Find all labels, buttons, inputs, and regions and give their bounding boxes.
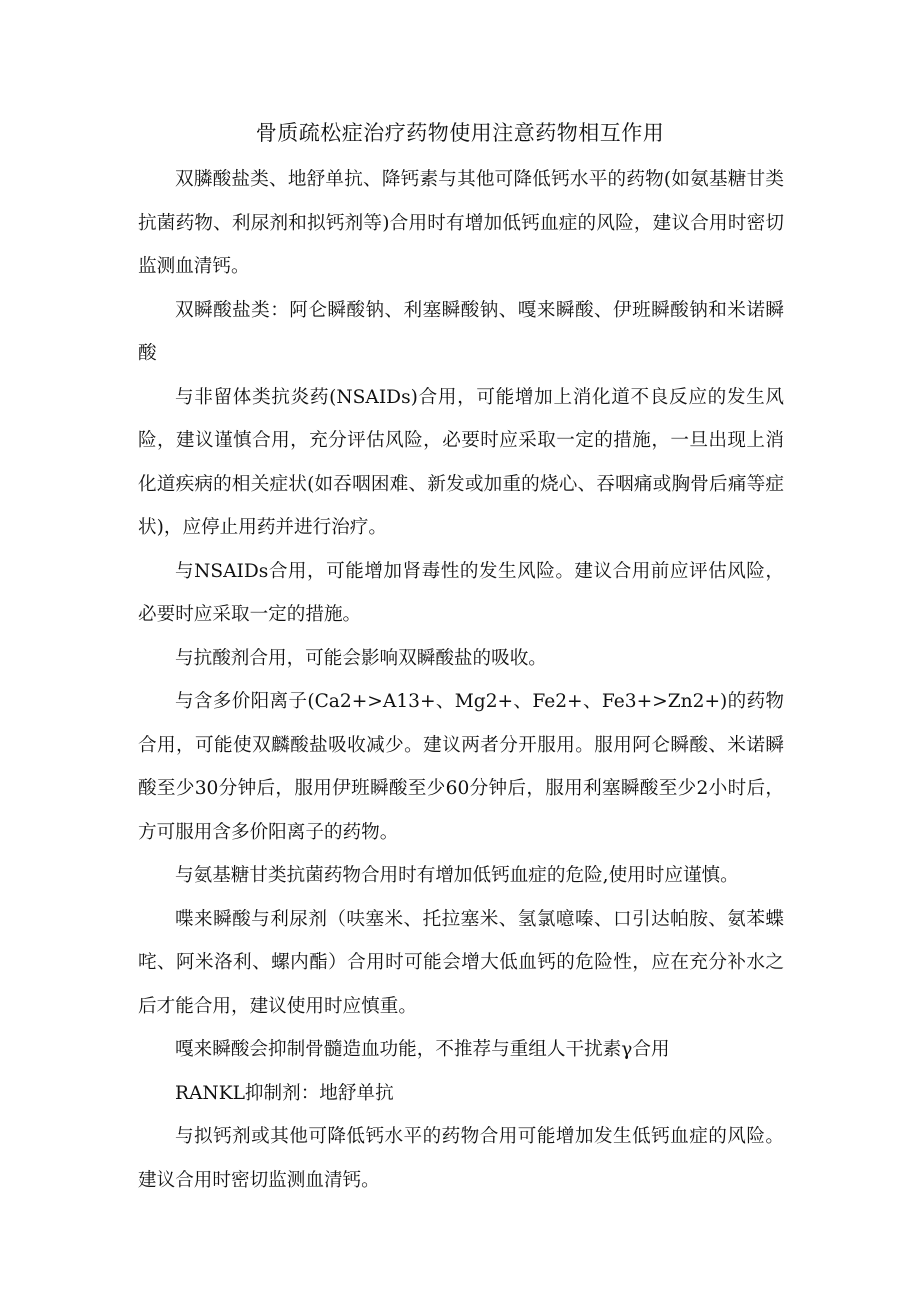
paragraph-aminoglycosides: 与氨基糖甘类抗菌药物合用时有增加低钙血症的危险,使用时应谨慎。	[175, 865, 739, 886]
document-body	[138, 158, 784, 1202]
paragraph-zoledronic-diuretics: 喋来瞬酸与利尿剂（呋塞米、托拉塞米、氢氯噫嗪、口引达帕胺、氨苯蝶咤、阿米洛利、螺内酯）合用时可能会增大低血钙的危险性，应在充分补水之后才能合用，建议使用时应慎重。	[138, 908, 784, 1017]
paragraph-nsaids-gi-risk: 与非留体类抗炎药(NSAIDs)合用，可能增加上消化道不良反应的发生风险，建议谨慎合用，充分评估风险，必要时应采取一定的措施，一旦出现上消化道疾病的相关症状(如吞咽困难、新发或加重的烧心、吞咽痛或胸骨后痛等症状)，应停止用药并进行治疗。	[138, 386, 784, 538]
paragraph-interferon-gamma: 嘎来瞬酸会抑制骨髓造血功能，不推荐与重组人干扰素γ合用	[175, 1039, 670, 1060]
paragraph-bisphosphonate-list: 双瞬酸盐类：阿仑瞬酸钠、利塞瞬酸钠、嘎来瞬酸、伊班瞬酸钠和米诺瞬酸	[138, 299, 784, 364]
paragraph-rankl-inhibitor: RANKL抑制剂：地舒单抗	[175, 1082, 394, 1104]
document-title: 骨质疏松症治疗药物使用注意药物相互作用	[255, 121, 665, 145]
paragraph-nsaids-renal-risk: 与NSAIDs合用，可能增加肾毒性的发生风险。建议合用前应评估风险，必要时应采取一定的措施。	[138, 560, 784, 625]
paragraph-hypocalcemia-risk: 双膦酸盐类、地舒单抗、降钙素与其他可降低钙水平的药物(如氨基糖甘类抗菌药物、利尿剂和拟钙剂等)合用时有增加低钙血症的风险，建议合用时密切监测血清钙。	[138, 169, 784, 277]
paragraph-antacids: 与抗酸剂合用，可能会影响双瞬酸盐的吸收。	[175, 647, 547, 669]
paragraph-calcimimetics: 与拟钙剂或其他可降低钙水平的药物合用可能增加发生低钙血症的风险。建议合用时密切监测血清钙。	[138, 1126, 784, 1191]
paragraph-polyvalent-cations: 与含多价阳离子(Ca2+>A13+、Mg2+、Fe2+、Fe3+>Zn2+)的药物合用，可能使双麟酸盐吸收减少。建议两者分开服用。服用阿仑瞬酸、米诺瞬酸至少30分钟后，服用伊班瞬酸至少60分钟后，服用利塞瞬酸至少2小时后，方可服用含多价阳离子的药物。	[138, 691, 784, 843]
